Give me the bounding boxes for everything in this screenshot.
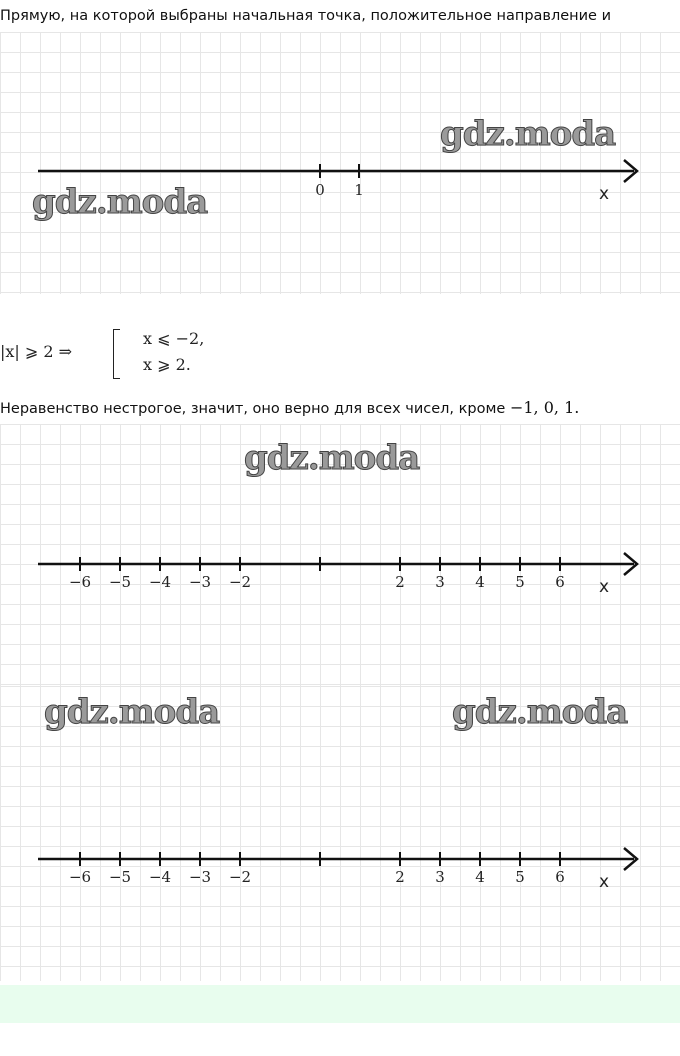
tick-group — [69, 852, 565, 886]
number-line-panel-1 — [0, 32, 680, 294]
inequality-system — [0, 325, 300, 385]
tick-label: 2 — [395, 573, 405, 591]
axis-label-x: x — [598, 577, 610, 597]
intro-text: Прямую, на которой выбраны начальная точка, положительное направление и — [0, 8, 612, 24]
system-lhs: |x| ⩾ 2 ⇒ — [0, 342, 73, 361]
explanation-text: Неравенство нестрогое, значит, оно верно для всех чисел, кроме — [0, 401, 506, 417]
tick-label: −2 — [228, 573, 252, 591]
tick-label: −4 — [148, 868, 172, 886]
tick-group — [69, 557, 565, 591]
watermark: gdz.moda — [452, 692, 628, 732]
explanation-line — [0, 398, 579, 417]
tick-label: −3 — [188, 573, 212, 591]
tick-label: −5 — [108, 868, 132, 886]
tick-label: 5 — [515, 573, 525, 591]
tick-label: −6 — [68, 573, 92, 591]
number-line-1 — [0, 32, 680, 294]
tick-label: −5 — [108, 573, 132, 591]
watermark: gdz.moda — [44, 692, 220, 732]
number-line-panel-2 — [0, 424, 680, 686]
watermark: gdz.moda — [244, 438, 420, 478]
excluded-numbers: −1, 0, 1. — [509, 398, 580, 417]
tick-label: −4 — [148, 573, 172, 591]
system-line-1: x ⩽ −2, — [143, 329, 205, 348]
system-line-2: x ⩾ 2. — [143, 355, 191, 374]
tick-label: −6 — [68, 868, 92, 886]
tick-label: 6 — [555, 573, 565, 591]
footer-bar — [0, 985, 680, 1023]
tick-label: 4 — [475, 573, 485, 591]
watermark: gdz.moda — [440, 114, 616, 154]
tick-label: 3 — [435, 573, 445, 591]
system-bracket — [113, 329, 120, 379]
tick-label: 1 — [354, 181, 364, 199]
axis-label-x: x — [598, 872, 610, 892]
watermark: gdz.moda — [32, 182, 208, 222]
axis-label-x: x — [598, 184, 610, 204]
number-line-2 — [0, 424, 680, 686]
number-line-panel-3 — [0, 686, 680, 981]
tick-label: −3 — [188, 868, 212, 886]
tick-label: 0 — [315, 181, 325, 199]
number-line-3 — [0, 686, 680, 981]
tick-label: 3 — [435, 868, 445, 886]
tick-label: −2 — [228, 868, 252, 886]
tick-label: 6 — [555, 868, 565, 886]
tick-label: 2 — [395, 868, 405, 886]
tick-label: 4 — [475, 868, 485, 886]
tick-label: 5 — [515, 868, 525, 886]
